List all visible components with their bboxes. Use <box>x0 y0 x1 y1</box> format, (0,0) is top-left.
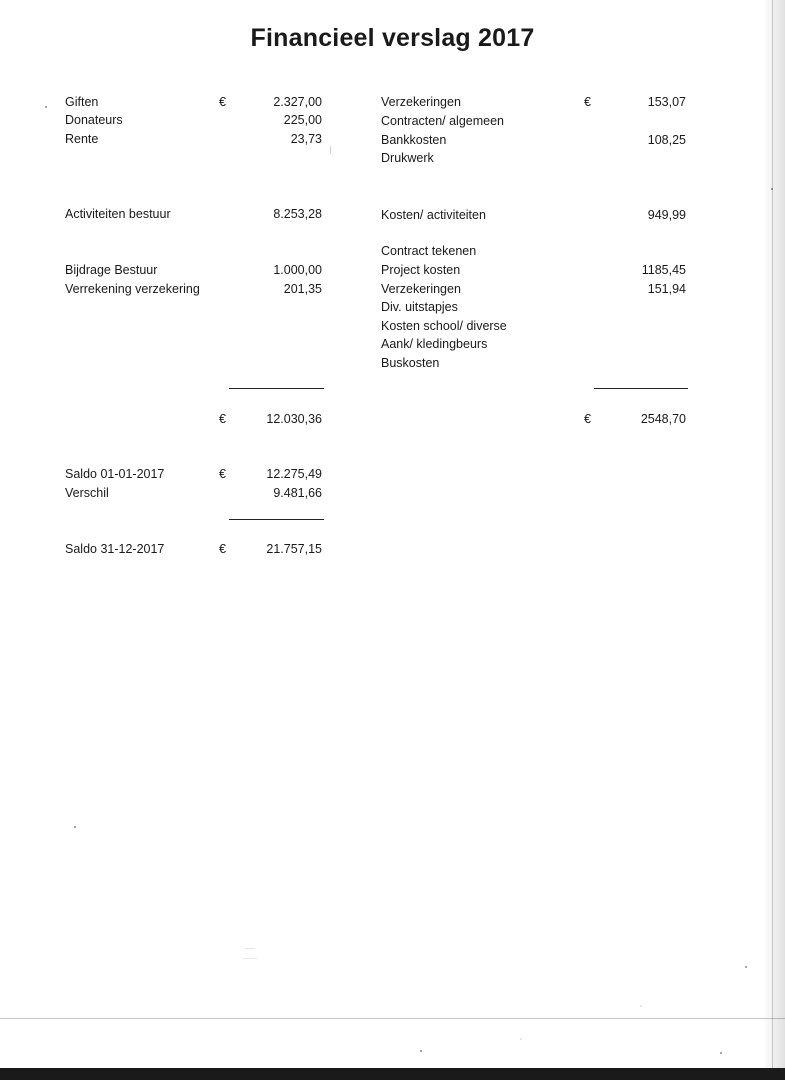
euro-sign: € <box>584 412 591 426</box>
expenses-total: 2548,70 <box>640 412 686 426</box>
scan-edge-bar <box>0 1068 785 1080</box>
expenses-total-rule <box>594 388 688 389</box>
drukwerk-label: Drukwerk <box>381 151 434 165</box>
income-total-rule <box>229 388 324 389</box>
bankkosten-amount: 108,25 <box>647 133 686 147</box>
contract-tekenen-label: Contract tekenen <box>381 244 477 258</box>
uitstapjes-label: Div. uitstapjes <box>381 300 458 314</box>
euro-sign: € <box>219 467 226 481</box>
activiteiten-amount: 8.253,28 <box>273 207 322 221</box>
saldo-start-label: Saldo 01-01-2017 <box>65 467 165 481</box>
scan-edge-line <box>772 0 773 1080</box>
scan-speck <box>330 146 331 154</box>
bijdrage-amount: 1.000,00 <box>273 263 322 277</box>
verschil-amount: 9.481,66 <box>273 486 322 500</box>
project-kosten-amount: 1185,45 <box>641 263 686 277</box>
donateurs-amount: 225,00 <box>283 113 322 127</box>
verzekeringen-amount: 153,07 <box>647 95 686 109</box>
saldo-start-amount: 12.275,49 <box>266 467 322 481</box>
euro-sign: € <box>219 412 226 426</box>
giften-label: Giften <box>65 95 99 109</box>
bijdrage-label: Bijdrage Bestuur <box>65 263 158 277</box>
kosten-activiteiten-amount: 949,99 <box>647 208 686 222</box>
giften-amount: 2.327,00 <box>273 95 322 109</box>
rente-label: Rente <box>65 132 99 146</box>
scan-edge-shadow <box>763 0 785 1080</box>
verschil-label: Verschil <box>65 486 109 500</box>
scan-speck <box>245 948 255 949</box>
euro-sign: € <box>219 95 226 109</box>
scan-speck <box>720 1052 722 1054</box>
verrekening-label: Verrekening verzekering <box>65 282 200 296</box>
buskosten-label: Buskosten <box>381 356 440 370</box>
scan-speck <box>243 958 257 959</box>
scan-speck <box>520 1038 522 1040</box>
kosten-activiteiten-label: Kosten/ activiteiten <box>381 208 486 222</box>
rente-amount: 23,73 <box>290 132 322 146</box>
verrekening-amount: 201,35 <box>283 282 322 296</box>
project-kosten-label: Project kosten <box>381 263 461 277</box>
euro-sign: € <box>584 95 591 109</box>
scan-speck <box>74 826 76 828</box>
scan-speck <box>420 1050 422 1052</box>
verzekeringen-label: Verzekeringen <box>381 95 461 109</box>
scan-speck <box>640 1005 642 1007</box>
kosten-school-label: Kosten school/ diverse <box>381 319 507 333</box>
report-title: Financieel verslag 2017 <box>250 24 535 52</box>
donateurs-label: Donateurs <box>65 113 123 127</box>
scan-edge-line <box>0 1018 785 1019</box>
verzekeringen2-amount: 151,94 <box>647 282 686 296</box>
contracten-label: Contracten/ algemeen <box>381 114 504 128</box>
saldo-end-amount: 21.757,15 <box>266 542 322 556</box>
scan-speck <box>745 966 747 968</box>
saldo-end-label: Saldo 31-12-2017 <box>65 542 165 556</box>
verzekeringen2-label: Verzekeringen <box>381 282 461 296</box>
balance-rule <box>229 519 324 520</box>
activiteiten-label: Activiteiten bestuur <box>65 207 171 221</box>
euro-sign: € <box>219 542 226 556</box>
kledingbeurs-label: Aank/ kledingbeurs <box>381 337 488 351</box>
scan-speck <box>45 106 47 108</box>
bankkosten-label: Bankkosten <box>381 133 447 147</box>
income-total: 12.030,36 <box>266 412 322 426</box>
